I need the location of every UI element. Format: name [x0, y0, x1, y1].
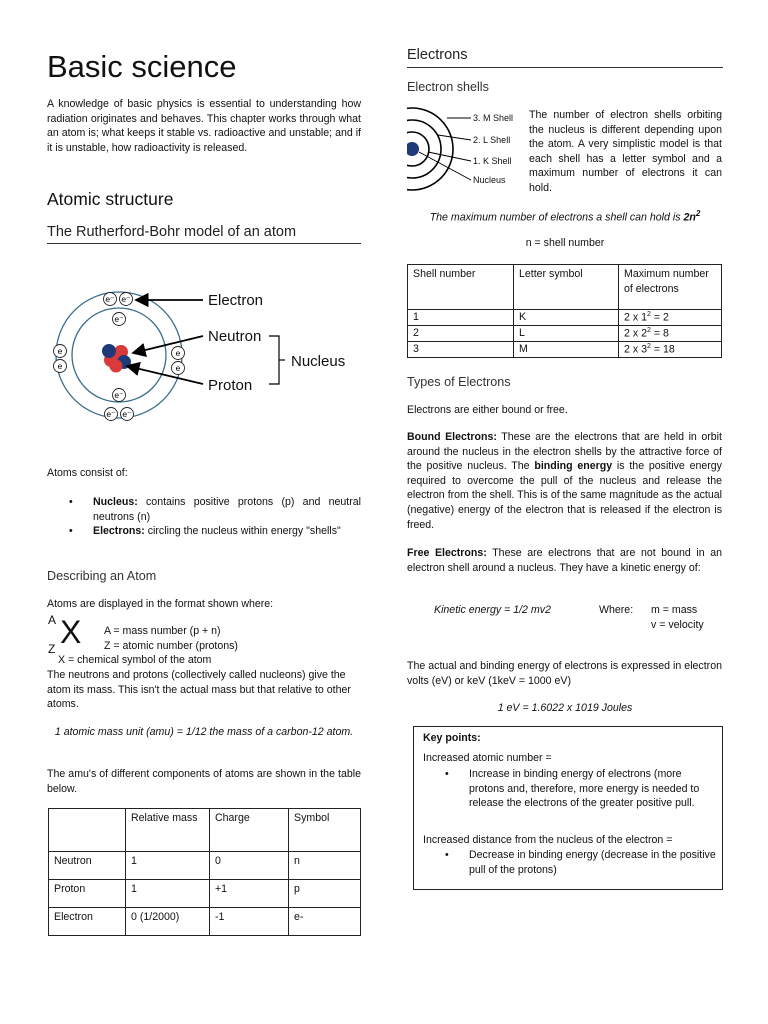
key-point-1: Increased atomic number = [423, 752, 552, 764]
table-row: 3 M 2 x $3^2 = 18$ [408, 342, 722, 358]
list-item: • Increase in binding energy of electrons (more protons and, therefore, more energy is needed to release the electrons of the greater positive pull. [423, 767, 718, 811]
table-row: Neutron 1 0 n [49, 852, 361, 880]
shell-label-l: 2. L Shell [473, 135, 511, 145]
nucleons-paragraph: The neutrons and protons (collectively called nucleons) give the atom its mass. This isn't the actual mass but that relative to other atoms. [47, 669, 351, 711]
nucleus-bracket [269, 336, 285, 384]
key-point-2: Increased distance from the nucleus of the electron = [423, 834, 673, 846]
heading-types-of-electrons: Types of Electrons [407, 375, 511, 389]
table-row: Electron 0 (1/2000) -1 e- [49, 908, 361, 936]
notation-mass-number: A [48, 613, 57, 627]
list-item: • Electrons: circling the nucleus within energy "shells" [47, 524, 361, 539]
atom-diagram [47, 283, 361, 431]
table-row: Proton 1 +1 p [49, 880, 361, 908]
x-definition: X = chemical symbol of the atom [58, 654, 212, 666]
electron-glyph: e⁻ [114, 314, 124, 324]
nucleus [102, 344, 131, 373]
z-definition: Z = atomic number (protons) [104, 640, 238, 652]
format-intro-text: Atoms are displayed in the format shown where: [47, 598, 274, 610]
amu-definition: 1 atomic mass unit (amu) = 1/12 the mass of a carbon-12 atom. [54, 726, 354, 738]
shell-label-k: 1. K Shell [473, 156, 512, 166]
label-electron: Electron [208, 292, 264, 309]
shell-diagram [407, 104, 525, 196]
electron-glyph: e [57, 361, 63, 371]
intro-paragraph: A knowledge of basic physics is essential to understanding how radiation originates and behaves. This chapter works through what an atom is; what keeps it stable vs. radioactive and unstable; and if it is unstable, how radioactivity is released. [47, 98, 361, 154]
kinetic-energy-formula: Kinetic energy = 1/2 mv2 [434, 604, 551, 616]
m-definition: m = mass [651, 604, 698, 616]
electron-glyph: e⁻ [122, 409, 132, 419]
heading-atomic-structure: Atomic structure [47, 189, 174, 209]
heading-describing-atom: Describing an Atom [47, 569, 157, 583]
bound-or-free-text: Electrons are either bound or free. [407, 404, 568, 416]
bound-electrons-paragraph: Bound Electrons: These are the electrons that are held in orbit around the nucleus in the electron shells by the attractive force of the positive nucleus. The binding energy is the positive energy required to overcome the pull of the nucleus and release the electron from the shell. This is of the same magnitude as the actual (negative) energy of the electron that is released if the electron is freed. [407, 431, 722, 531]
amu-intro: The amu's of different components of atoms are shown in the table below. [47, 768, 361, 795]
table-row: 2 L 2 x $2^2 = 8$ [408, 326, 722, 342]
shell-label-m: 3. M Shell [473, 113, 514, 123]
heading-rule [47, 243, 361, 244]
ev-paragraph: The actual and binding energy of electrons is expressed in electron volts (eV) or keV (1keV = 1000 eV) [407, 660, 722, 687]
free-electrons-paragraph: Free Electrons: These are electrons that are not bound in an electron shell around a nucleus. They have a kinetic energy of: [407, 547, 722, 574]
page-title: Basic science [47, 49, 237, 84]
components-table [48, 808, 361, 936]
electron-glyph: e⁻ [114, 390, 124, 400]
list-item: • Nucleus: contains positive protons (p) and neutral neutrons (n) [47, 495, 361, 524]
heading-electrons: Electrons [407, 47, 468, 63]
key-points-title: Key points: [423, 732, 481, 744]
heading-electron-shells: Electron shells [407, 80, 489, 94]
notation-symbol: X [60, 614, 82, 650]
electron-glyph: e [57, 346, 63, 356]
key-points-box [413, 726, 723, 890]
v-definition: v = velocity [651, 619, 704, 631]
a-definition: A = mass number (p + n) [104, 625, 221, 637]
max-electrons-line: The maximum number of electrons a shell can hold is $2n^2$ [429, 209, 701, 224]
notation-atomic-number: Z [48, 642, 56, 656]
electron-glyph: e⁻ [121, 294, 131, 304]
table-header-row: Relative mass Charge Symbol [49, 809, 361, 852]
n-definition: n = shell number [525, 237, 605, 249]
label-proton: Proton [208, 377, 253, 394]
electron-glyph: e⁻ [105, 294, 115, 304]
shell-label-nucleus: Nucleus [473, 175, 506, 185]
where-label: Where: [599, 604, 634, 616]
shell-table [407, 264, 722, 358]
atom-components-list [47, 495, 361, 539]
electron-glyph: e [175, 363, 181, 373]
label-neutron: Neutron [208, 328, 262, 345]
electron-glyph: e [175, 348, 181, 358]
atoms-consist-text: Atoms consist of: [47, 467, 128, 479]
list-item: • Decrease in binding energy (decrease in the positive pull of the protons) [423, 848, 718, 877]
heading-rutherford-bohr: The Rutherford-Bohr model of an atom [47, 224, 297, 240]
key-point-2-list [423, 848, 718, 877]
table-row: 1 K 2 x $1^2 = 2$ [408, 310, 722, 326]
atom-notation [47, 612, 107, 656]
shell-nucleus [407, 142, 419, 156]
shells-paragraph: The number of electron shells orbiting the nucleus is different depending upon the atom. A very simplistic model is that each shell has a letter symbol and a maximum number of electrons it can hold. [529, 109, 722, 195]
heading-rule [407, 67, 723, 68]
ev-formula: 1 eV = 1.6022 x 1019 Joules [497, 702, 633, 714]
key-point-1-list [423, 767, 718, 811]
table-header-row: Shell number Letter symbol Maximum number of electrons [408, 265, 722, 310]
label-nucleus: Nucleus [291, 353, 346, 370]
electron-glyph: e⁻ [106, 409, 116, 419]
